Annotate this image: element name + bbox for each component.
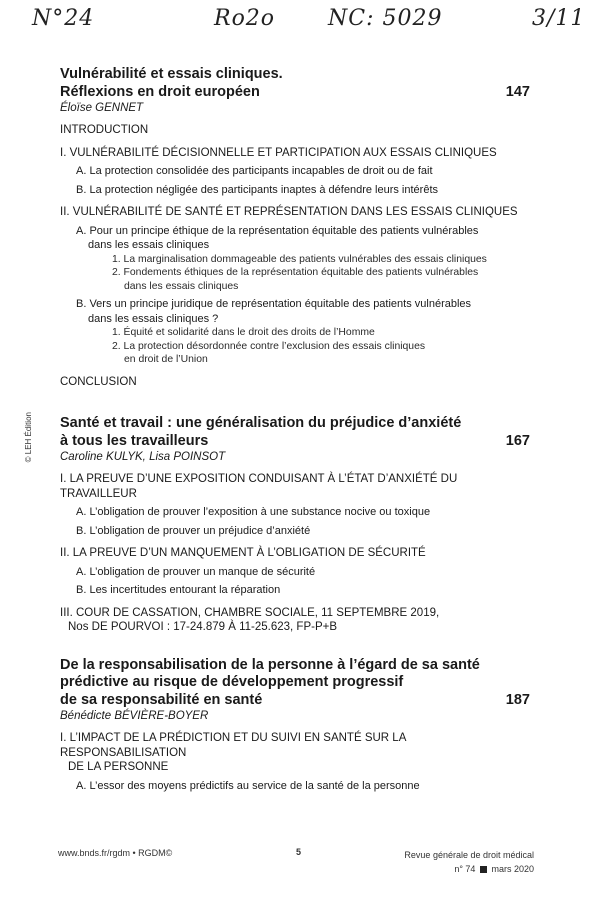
heading-text: B. Vers un principe juridique de représentation équitable des patients vulnérables [76,298,472,310]
outline-item [60,326,530,340]
heading-continuation: dans les essais cliniques [88,239,210,251]
heading-text: CONCLUSION [60,375,137,388]
section-heading [60,146,530,161]
heading-text: A. Pour un principe éthique de la représentation équitable des patients vulnérables [76,224,479,237]
article-entry [60,66,530,389]
handwritten-nc: NC: 5029 [328,6,443,31]
subsection-heading [60,164,530,179]
section-heading [60,472,530,501]
article-author: Caroline KULYK, Lisa POINSOT [60,451,226,463]
section-heading [60,546,530,561]
article-entry [60,657,530,794]
subsection-heading [60,297,530,326]
heading-text: A. L’obligation de prouver un manque de sécurité [76,565,316,578]
square-bullet-icon [480,866,487,873]
table-of-contents [60,66,530,793]
article-author: Éloïse GENNET [60,102,144,114]
outline-item [60,253,530,267]
heading-text: INTRODUCTION [60,124,149,136]
section-heading [60,205,530,220]
heading-continuation: en droit de l’Union [124,354,208,365]
article-page-number: 167 [505,432,530,449]
section-heading [60,731,530,775]
article-title [60,66,530,101]
heading-text: III. COUR DE CASSATION, CHAMBRE SOCIALE, 11 SEPTEMBRE 2019, [60,606,440,619]
heading-text: A. L’obligation de prouver l’exposition à une substance nocive ou toxique [76,506,431,518]
handwritten-code: Ro2o [214,6,276,31]
subsection-heading [60,565,530,580]
section-heading [60,375,530,390]
handwritten-number: N°24 [32,6,95,31]
article-page-number: 147 [505,83,530,100]
heading-text: 1. La marginalisation dommageable des patients vulnérables des essais cliniques [112,253,487,265]
article-page-number: 187 [505,691,530,708]
heading-text: 1. Équité et solidarité dans le droit des droits de l’Homme [112,327,375,338]
subsection-heading [60,183,530,198]
copyright-sidebar: © LEH Édition [24,412,33,463]
article-title-line: à tous les travailleurs [60,432,209,449]
heading-continuation: Nos DE POURVOI : 17-24.879 À 11-25.623, FP-P+B [68,621,337,633]
heading-text: B. La protection négligée des participants inaptes à défendre leurs intérêts [76,183,439,196]
subsection-heading [60,224,530,253]
heading-text: B. Les incertitudes entourant la réparation [76,584,281,596]
article-entry [60,415,530,635]
footer-issue-number: n° 74 [454,864,476,874]
heading-text: 2. La protection désordonnée contre l’exclusion des essais cliniques [112,340,426,352]
article-title-line: De la responsabilisation de la personne à l’égard de sa santé [60,656,480,673]
heading-text: 2. Fondements éthiques de la représentation équitable des patients vulnérables [112,267,479,278]
heading-text: B. L’obligation de prouver un préjudice d’anxiété [76,524,311,537]
subsection-heading [60,779,530,794]
section-heading [60,606,530,635]
subsection-heading [60,505,530,520]
heading-text: I. VULNÉRABILITÉ DÉCISIONNELLE ET PARTICIPATION AUX ESSAIS CLINIQUES [60,146,497,159]
section-heading [60,123,530,138]
footer-issue [404,862,534,876]
heading-continuation: dans les essais cliniques [124,280,239,292]
subsection-heading [60,583,530,598]
article-author: Bénédicte BÉVIÈRE-BOYER [60,710,209,722]
footer-journal [404,848,534,876]
heading-text: A. La protection consolidée des participants incapables de droit ou de fait [76,165,433,177]
footer-journal-name: Revue générale de droit médical [404,850,534,860]
heading-text: A. L’essor des moyens prédictifs au service de la santé de la personne [76,779,420,792]
handwritten-fraction: 3/11 [532,6,586,31]
heading-text: I. L’IMPACT DE LA PRÉDICTION ET DU SUIVI EN SANTÉ SUR LA RESPONSABILISATION [60,732,406,759]
heading-continuation: dans les essais cliniques ? [88,312,219,325]
heading-continuation: DE LA PERSONNE [68,761,169,773]
article-title-line: de sa responsabilité en santé [60,691,263,708]
subsection-heading [60,524,530,539]
heading-text: I. LA PREUVE D’UNE EXPOSITION CONDUISANT À L’ÉTAT D’ANXIÉTÉ DU TRAVAILLEUR [60,473,458,500]
article-title-line: Réflexions en droit européen [60,83,260,100]
heading-text: II. LA PREUVE D’UN MANQUEMENT À L’OBLIGATION DE SÉCURITÉ [60,547,426,559]
article-title-line: prédictive au risque de développement progressif [60,674,404,690]
article-title [60,657,530,710]
article-title-line: Santé et travail : une généralisation du préjudice d’anxiété [60,415,462,431]
footer-website: www.bnds.fr/rgdm • RGDM© [58,848,173,858]
footer-issue-date: mars 2020 [491,864,534,874]
heading-text: II. VULNÉRABILITÉ DE SANTÉ ET REPRÉSENTATION DANS LES ESSAIS CLINIQUES [60,206,518,218]
article-title [60,415,530,450]
article-title-line: Vulnérabilité et essais cliniques. [60,66,283,82]
footer-page-number: 5 [296,847,302,857]
outline-item [60,340,530,367]
outline-item [60,266,530,293]
